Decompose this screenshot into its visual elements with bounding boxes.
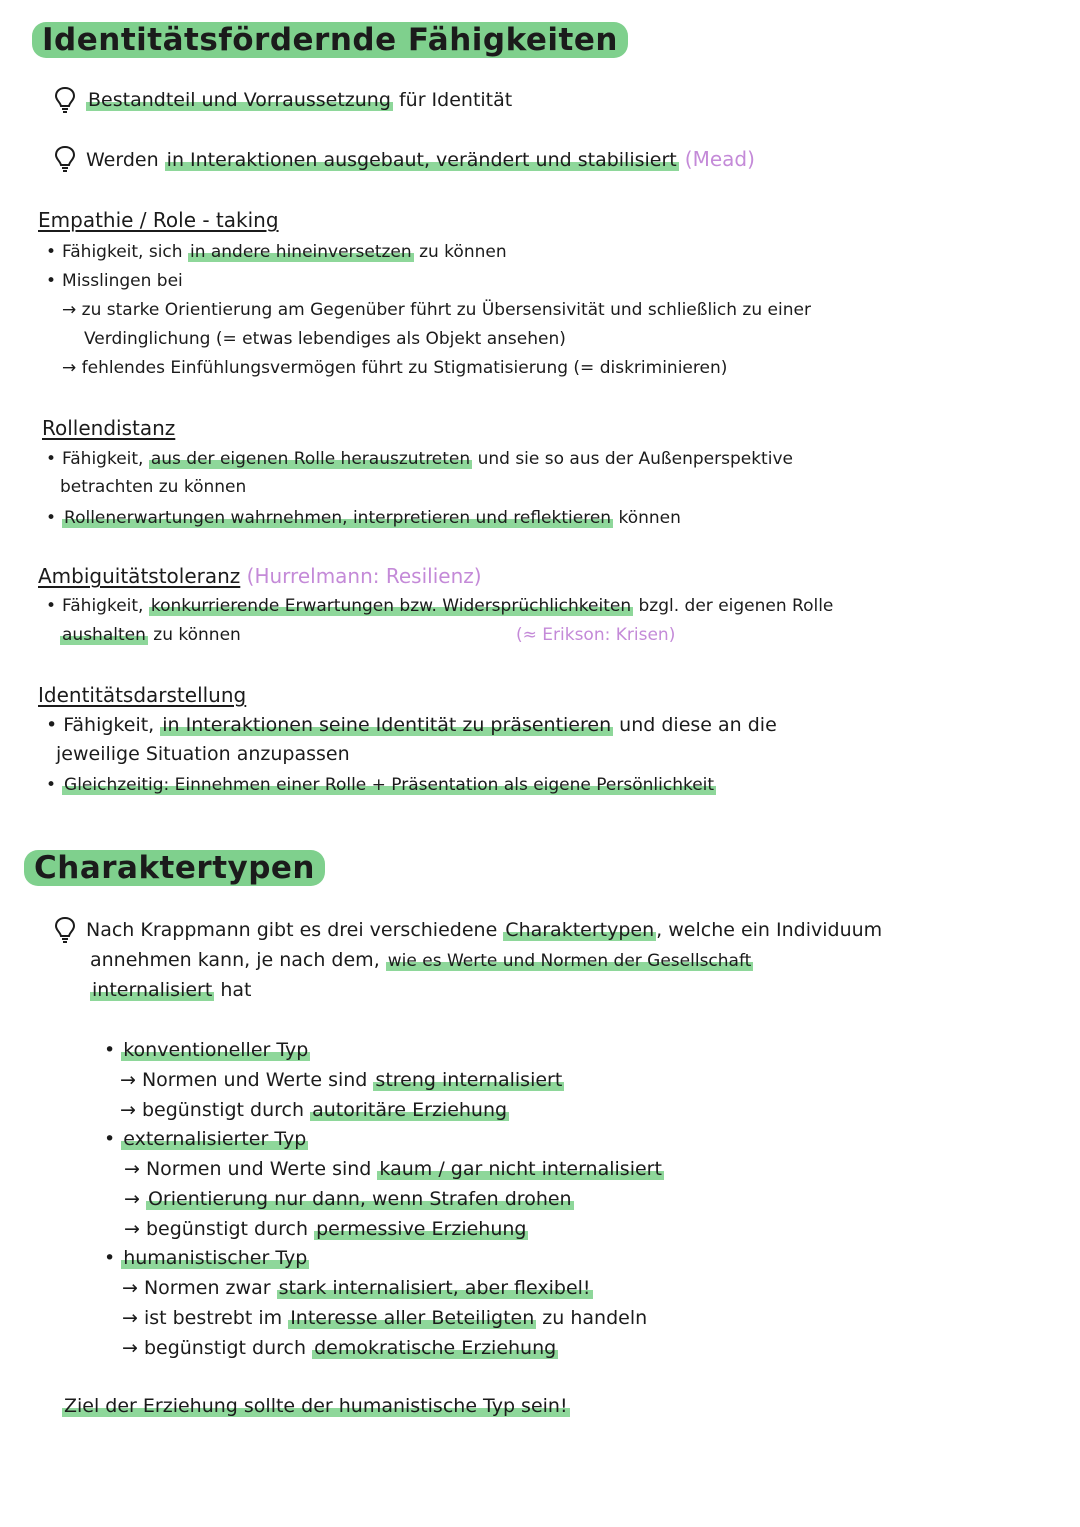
type-konventionell-item-2: → begünstigt durch autoritäre Erziehung <box>120 1099 508 1121</box>
rollendistanz-bullet-2: • Rollenerwartungen wahrnehmen, interpretieren und reflektieren können <box>46 504 681 532</box>
empathie-arrow-2: → fehlendes Einfühlungsvermögen führt zu Stigmatisierung (= diskriminieren) <box>62 358 728 378</box>
type-konventionell-item-1: → Normen und Werte sind streng internalisiert <box>120 1069 563 1091</box>
darstellung-bullet-1-cont: jeweilige Situation anzupassen <box>56 743 350 765</box>
rollendistanz-bullet-1: • Fähigkeit, aus der eigenen Rolle herauszutreten und sie so aus der Außenperspektive <box>46 445 793 473</box>
type-humanistisch: • humanistischer Typ <box>104 1244 309 1272</box>
type-humanistisch-item-3: → begünstigt durch demokratische Erziehung <box>122 1337 557 1359</box>
charaktertypen-intro-line-3: internalisiert hat <box>92 979 252 1001</box>
empathie-arrow-1-cont: Verdinglichung (= etwas lebendiges als Objekt ansehen) <box>84 329 566 349</box>
bulb-point-1: Bestandteil und Vorraussetzung für Identität <box>54 86 512 114</box>
darstellung-bullet-1: • Fähigkeit, in Interaktionen seine Identität zu präsentieren und diese an die <box>46 711 777 739</box>
heading-identitaetsdarstellung: Identitätsdarstellung <box>38 683 247 707</box>
ambiguitaet-ref-erikson: (≈ Erikson: Krisen) <box>516 625 676 645</box>
rollendistanz-bullet-1-cont: betrachten zu können <box>60 477 247 497</box>
bulb-point-2: Werden in Interaktionen ausgebaut, verändert und stabilisiert (Mead) <box>54 145 755 174</box>
ambiguitaet-bullet-1: • Fähigkeit, konkurrierende Erwartungen bzw. Widersprüchlichkeiten bzgl. der eigenen Rolle <box>46 592 833 620</box>
charaktertypen-intro-line-1: Nach Krappmann gibt es drei verschiedene Charaktertypen , welche ein Individuum <box>54 916 882 944</box>
heading-ambiguitaet: Ambiguitätstoleranz (Hurrelmann: Resilienz) <box>38 564 482 588</box>
section-title-charaktertypen: Charaktertypen <box>24 848 325 888</box>
section-title-identity: Identitätsfördernde Fähigkeiten <box>32 20 628 60</box>
conclusion: Ziel der Erziehung sollte der humanistische Typ sein! <box>64 1395 568 1417</box>
heading-rollendistanz: Rollendistanz <box>42 416 176 440</box>
ambiguitaet-bullet-1-cont: aushalten zu können <box>62 625 241 645</box>
empathie-arrow-1: → zu starke Orientierung am Gegenüber führt zu Übersensivität und schließlich zu einer <box>62 300 811 320</box>
type-humanistisch-item-2: → ist bestrebt im Interesse aller Beteiligten zu handeln <box>122 1307 648 1329</box>
type-konventionell: • konventioneller Typ <box>104 1036 310 1064</box>
lightbulb-icon <box>54 916 76 944</box>
lightbulb-icon <box>54 86 76 114</box>
type-externalisiert-item-2: → Orientierung nur dann, wenn Strafen drohen <box>124 1188 572 1210</box>
empathie-bullet-2: • Misslingen bei <box>46 267 183 295</box>
type-humanistisch-item-1: → Normen zwar stark internalisiert, aber flexibel! <box>122 1277 591 1299</box>
type-externalisiert: • externalisierter Typ <box>104 1125 308 1153</box>
type-externalisiert-item-1: → Normen und Werte sind kaum / gar nicht internalisiert <box>124 1158 662 1180</box>
empathie-bullet-1: • Fähigkeit, sich in andere hineinversetzen zu können <box>46 238 507 266</box>
heading-empathie: Empathie / Role - taking <box>38 208 279 232</box>
charaktertypen-intro-line-2: annehmen kann, je nach dem, wie es Werte und Normen der Gesellschaft <box>90 949 752 971</box>
type-externalisiert-item-3: → begünstigt durch permessive Erziehung <box>124 1218 527 1240</box>
darstellung-bullet-2: • Gleichzeitig: Einnehmen einer Rolle + Präsentation als eigene Persönlichkeit <box>46 771 716 799</box>
lightbulb-icon <box>54 145 76 173</box>
